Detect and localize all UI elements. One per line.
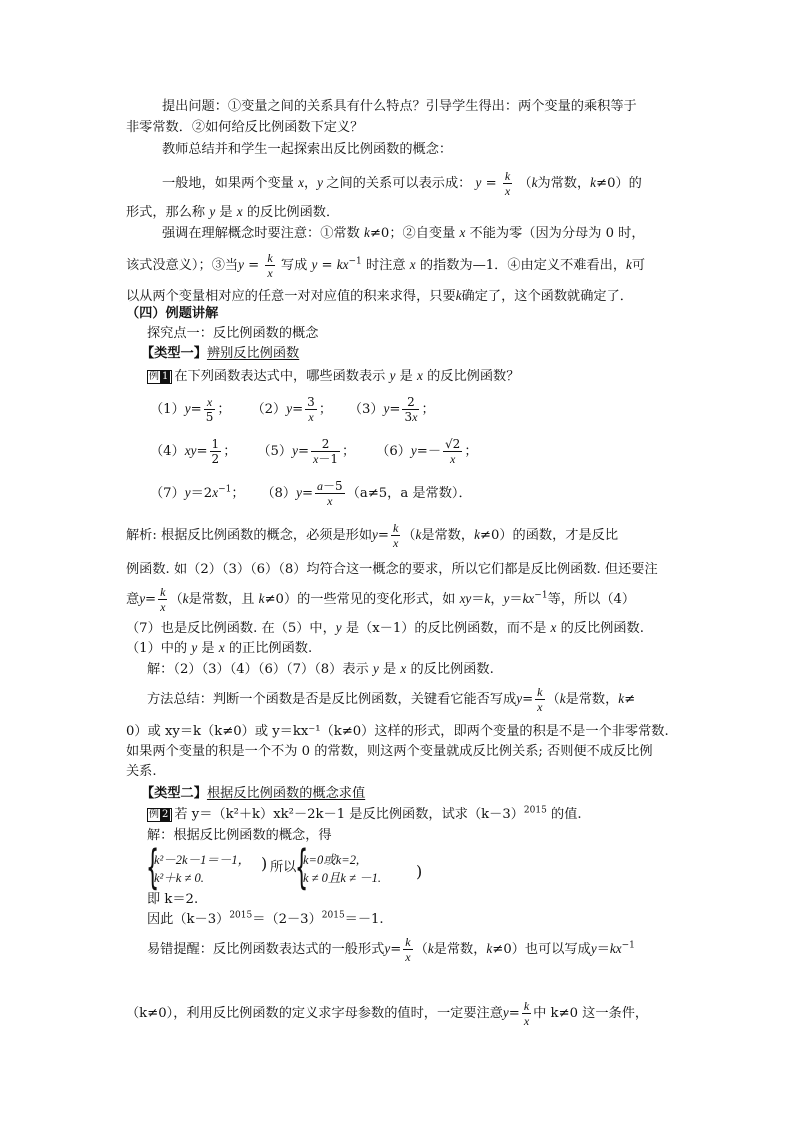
system-2-eq-2: k ≠ 0且k ≠ －1. — [303, 871, 381, 885]
warning-line-2: （k≠0），利用反比例函数的定义求字母参数的值时，一定要注意y= $\frac{k}{x}$ 中 k≠0 这一条件， — [126, 999, 649, 1028]
system-1-eq-2: k²＋k ≠ 0. — [154, 871, 204, 885]
example-tag: 例 2 — [147, 808, 172, 822]
paragraph-question-cont: 非零常数．②如何给反比例函数下定义？ — [126, 120, 364, 135]
type-2-heading: 【类型二】根据反比例函数的概念求值 — [141, 786, 366, 801]
definition-line-2: 形式，那么称 y 是 x 的反比例函数． — [126, 204, 340, 220]
section-heading: （四）例题讲解 — [126, 306, 219, 321]
method-summary-line-2: 0）或 xy＝k（k≠0）或 y＝kx⁻¹（k≠0）这样的形式，即两个变量的积是不是一个非零常数. — [126, 724, 669, 739]
paragraph-question: 提出问题：①变量之间的关系具有什么特点？引导学生得出：两个变量的乘积等于 — [162, 99, 637, 114]
solution-2-intro: 解：根据反比例函数的概念，得 — [147, 828, 332, 843]
method-summary-line-3: 如果两个变量的积是一个不为 0 的常数，则这两个变量就成反比例关系; 否则便不成反比例 — [126, 744, 653, 759]
method-summary-line-4: 关系. — [126, 764, 157, 779]
note-line-3: 以从两个变量相对应的任意一对对应值的积来求得，只要k确定了，这个函数就确定了． — [126, 288, 633, 304]
analysis-line-5: （1）中的 y 是 x 的正比例函数. — [126, 640, 313, 656]
therefore-label: 所以 — [270, 860, 297, 875]
example-tag: 例 1 — [147, 370, 172, 384]
solution-1: 解：（2）（3）（4）（6）（7）（8）表示 y 是 x 的反比例函数. — [147, 661, 494, 677]
right-paren-1: ) — [261, 854, 268, 873]
example-1-prompt: 例 1 在下列函数表达式中，哪些函数表示 y 是 x 的反比例函数？ — [149, 368, 520, 384]
system-2-eq-1: k=0或k=2, — [303, 853, 360, 867]
example-2-prompt: 例 2 若 y＝（k²＋k）xk²－2k－1 是反比例函数，试求$(k-3)^{2015}$ 的值. — [149, 805, 582, 822]
warning-line-1: 易错提醒：反比例函数表达式的一般形式y= $\frac{k}{x}$ （k是常数，k≠0）也可以写成$y=kx^{-1}$ — [147, 935, 635, 964]
final-answer: 因此$(k-3)^{2015}=(2-3)^{2015}=-1$. — [147, 910, 384, 927]
analysis-line-3: 意y= $\frac{k}{x}$ （k是常数，且 k≠0）的一些常见的变化形式，如 xy＝k，$y=kx^{-1}$等，所以（4） — [126, 585, 636, 614]
system-1-eq-1: k²－2k－1＝－1， — [154, 853, 251, 867]
analysis-line-4: （7）也是反比例函数. 在（5）中，y 是（x－1）的反比例函数，而不是 x 的反比例函数. — [126, 620, 644, 636]
left-brace-2: { — [295, 840, 309, 894]
exploration-point-1: 探究点一：反比例函数的概念 — [147, 326, 319, 341]
analysis-line-1: 解析: 根据反比例函数的概念，必须是形如y= $\frac{k}{x}$ （k是常数，k≠0）的函数，才是反比 — [126, 521, 619, 550]
note-line-1: 强调在理解概念时要注意：①常数 k≠0；②自变量 x 不能为零（因为分母为 0 时， — [162, 225, 645, 241]
right-paren-2: ) — [416, 862, 423, 881]
note-line-2: 该式没意义）；③当y = $\frac{k}{x}$ 写成 $y = kx^{-1}$ 时注意 x 的指数为—1．④由定义不难看出，k可 — [126, 251, 646, 280]
method-summary-line-1: 方法总结：判断一个函数是否是反比例函数，关键看它能否写成y= $\frac{k}{x}$ （k是常数，k≠ — [147, 685, 636, 714]
conclusion-k: 即 k＝2. — [147, 892, 199, 907]
analysis-line-2: 例函数. 如（2）（3）（6）（8）均符合这一概念的要求，所以它们都是反比例函数. 但还要注 — [126, 562, 658, 577]
paragraph-teacher: 教师总结并和学生一起探索出反比例函数的概念： — [162, 142, 453, 157]
options-row-1: （1）y= $\frac{x}{5}$ ； （2）y= $\frac{3}{x}$ ； （3）y= $\frac{2}{3x}$ ； — [150, 395, 435, 424]
options-row-3: $(7)y=2x^{-1}$； （8）y= $\frac{a-5}{x}$ （a≠5，a 是常数）． — [150, 479, 472, 508]
type-1-heading: 【类型一】辨别反比例函数 — [141, 346, 300, 361]
left-brace-1: { — [146, 840, 160, 894]
options-row-2: （4）xy= $\frac{1}{2}$ ； （5）y= $\frac{2}{x-1}$ ； （6）y=－ $\frac{√2}{x}$ ； — [150, 437, 478, 466]
definition-line: 一般地，如果两个变量 x，y 之间的关系可以表示成： y = $\frac{k}{x}$ （k为常数，k≠0）的 — [162, 169, 642, 198]
